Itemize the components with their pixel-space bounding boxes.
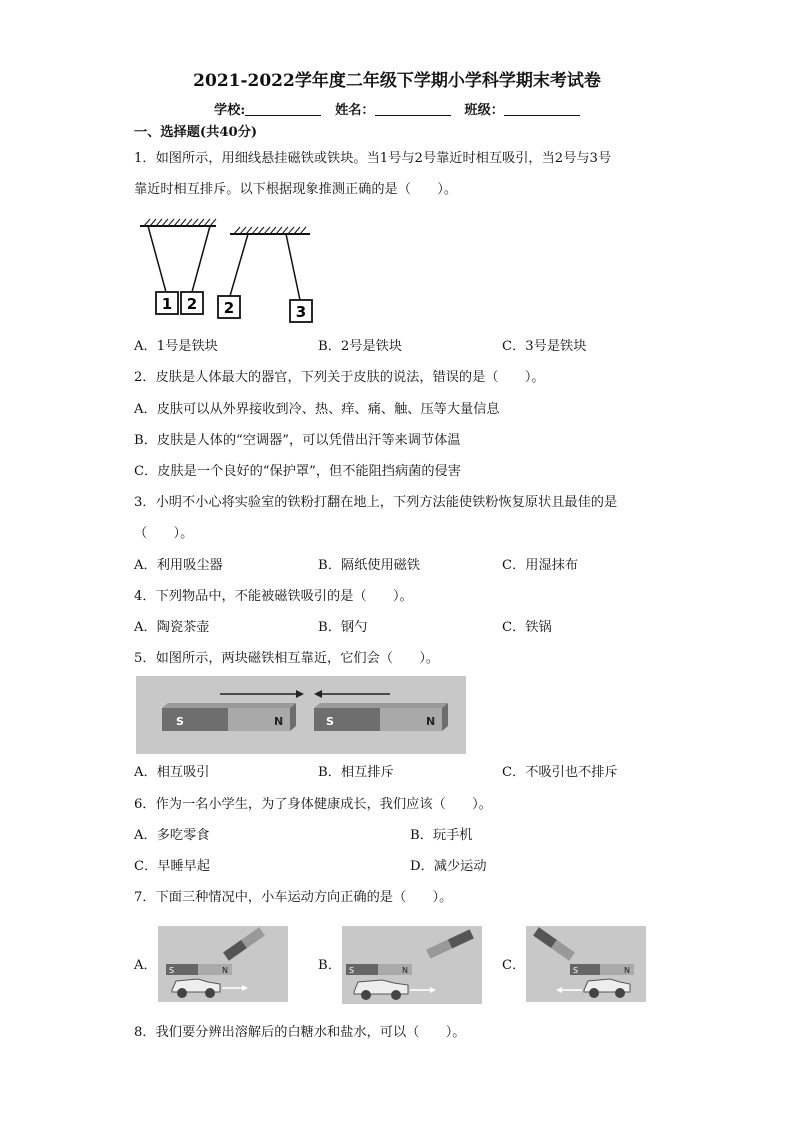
magnet1-n: N xyxy=(274,715,284,728)
page-title: 2021-2022学年度二年级下学期小学科学期末考试卷 xyxy=(193,71,601,91)
q3-stem-line2: （ ）。 xyxy=(134,526,194,541)
q6-stem: 6．作为一名小学生，为了身体健康成长，我们应该（ ）。 xyxy=(134,797,492,812)
q7-option-b-label[interactable]: B． xyxy=(318,958,341,973)
class-label: 班级： xyxy=(464,103,504,118)
q2-stem: 2．皮肤是人体最大的器官，下列关于皮肤的说法，错误的是（ ）。 xyxy=(134,370,545,385)
q7-option-a-image[interactable] xyxy=(158,926,288,1002)
q8-stem: 8．我们要分辨出溶解后的白糖水和盐水，可以（ ）。 xyxy=(134,1025,466,1040)
q7-option-c-label[interactable]: C． xyxy=(502,958,526,973)
q1-option-b[interactable]: B．2号是铁块 xyxy=(318,339,403,354)
q3-option-b[interactable]: B．隔纸使用磁铁 xyxy=(318,558,421,573)
magnet2-n: N xyxy=(426,715,436,728)
magnet2-s: S xyxy=(326,715,334,728)
q5-stem: 5．如图所示，两块磁铁相互靠近，它们会（ ）。 xyxy=(134,651,440,666)
q7c-s: S xyxy=(573,966,579,975)
name-blank[interactable] xyxy=(375,102,451,116)
school-label: 学校: xyxy=(214,103,246,118)
student-info-line xyxy=(0,102,794,120)
q7-stem: 7．下面三种情况中，小车运动方向正确的是（ ）。 xyxy=(134,890,453,905)
q4-option-b[interactable]: B．钢勺 xyxy=(318,620,368,635)
label-2a: 2 xyxy=(186,295,198,313)
q7a-n: N xyxy=(222,966,228,975)
q3-option-c[interactable]: C．用湿抹布 xyxy=(502,558,579,573)
q2-option-a[interactable]: A．皮肤可以从外界接收到冷、热、痒、痛、触、压等大量信息 xyxy=(134,402,500,417)
q5-option-b[interactable]: B．相互排斥 xyxy=(318,765,394,780)
q7b-s: S xyxy=(349,966,355,975)
q1-option-a[interactable]: A．1号是铁块 xyxy=(134,339,218,354)
q1-stem-line1: 1．如图所示，用细线悬挂磁铁或铁块。当1号与2号靠近时相互吸引，当2号与3号 xyxy=(134,151,612,166)
label-1: 1 xyxy=(161,295,173,313)
q2-option-b[interactable]: B．皮肤是人体的“空调器”，可以凭借出汗等来调节体温 xyxy=(134,433,461,448)
q4-option-a[interactable]: A．陶瓷茶壶 xyxy=(134,620,210,635)
school-blank[interactable] xyxy=(245,102,321,116)
q7-option-c-image[interactable] xyxy=(526,926,646,1002)
q4-option-c[interactable]: C．铁锅 xyxy=(502,620,552,635)
q3-option-a[interactable]: A．利用吸尘器 xyxy=(134,558,223,573)
q7b-n: N xyxy=(402,966,408,975)
label-2b: 2 xyxy=(223,299,235,317)
q1-stem-line2: 靠近时相互排斥。以下根据现象推测正确的是（ ）。 xyxy=(134,182,458,197)
q3-stem-line1: 3．小明不小心将实验室的铁粉打翻在地上，下列方法能使铁粉恢复原状且最佳的是 xyxy=(134,495,618,510)
q7c-n: N xyxy=(624,966,630,975)
q5-magnets-figure xyxy=(136,676,466,754)
q6-option-c[interactable]: C．早睡早起 xyxy=(134,859,211,874)
q5-option-c[interactable]: C．不吸引也不排斥 xyxy=(502,765,618,780)
magnet1-s: S xyxy=(176,715,184,728)
section-heading: 一、选择题(共40分) xyxy=(134,125,258,140)
name-label: 姓名： xyxy=(335,103,375,118)
class-blank[interactable] xyxy=(504,102,580,116)
q6-option-a[interactable]: A．多吃零食 xyxy=(134,828,210,843)
q6-option-d[interactable]: D．减少运动 xyxy=(410,859,487,874)
q7-option-b-image[interactable] xyxy=(342,926,482,1004)
q1-hanging-figure xyxy=(134,216,324,326)
label-3: 3 xyxy=(295,303,307,321)
q7-option-a-label[interactable]: A． xyxy=(134,958,157,973)
q2-option-c[interactable]: C．皮肤是一个良好的“保护罩”，但不能阻挡病菌的侵害 xyxy=(134,464,461,479)
q6-option-b[interactable]: B．玩手机 xyxy=(410,828,473,843)
q5-option-a[interactable]: A．相互吸引 xyxy=(134,765,210,780)
q4-stem: 4．下列物品中，不能被磁铁吸引的是（ ）。 xyxy=(134,589,413,604)
q7a-s: S xyxy=(169,966,175,975)
q1-option-c[interactable]: C．3号是铁块 xyxy=(502,339,587,354)
